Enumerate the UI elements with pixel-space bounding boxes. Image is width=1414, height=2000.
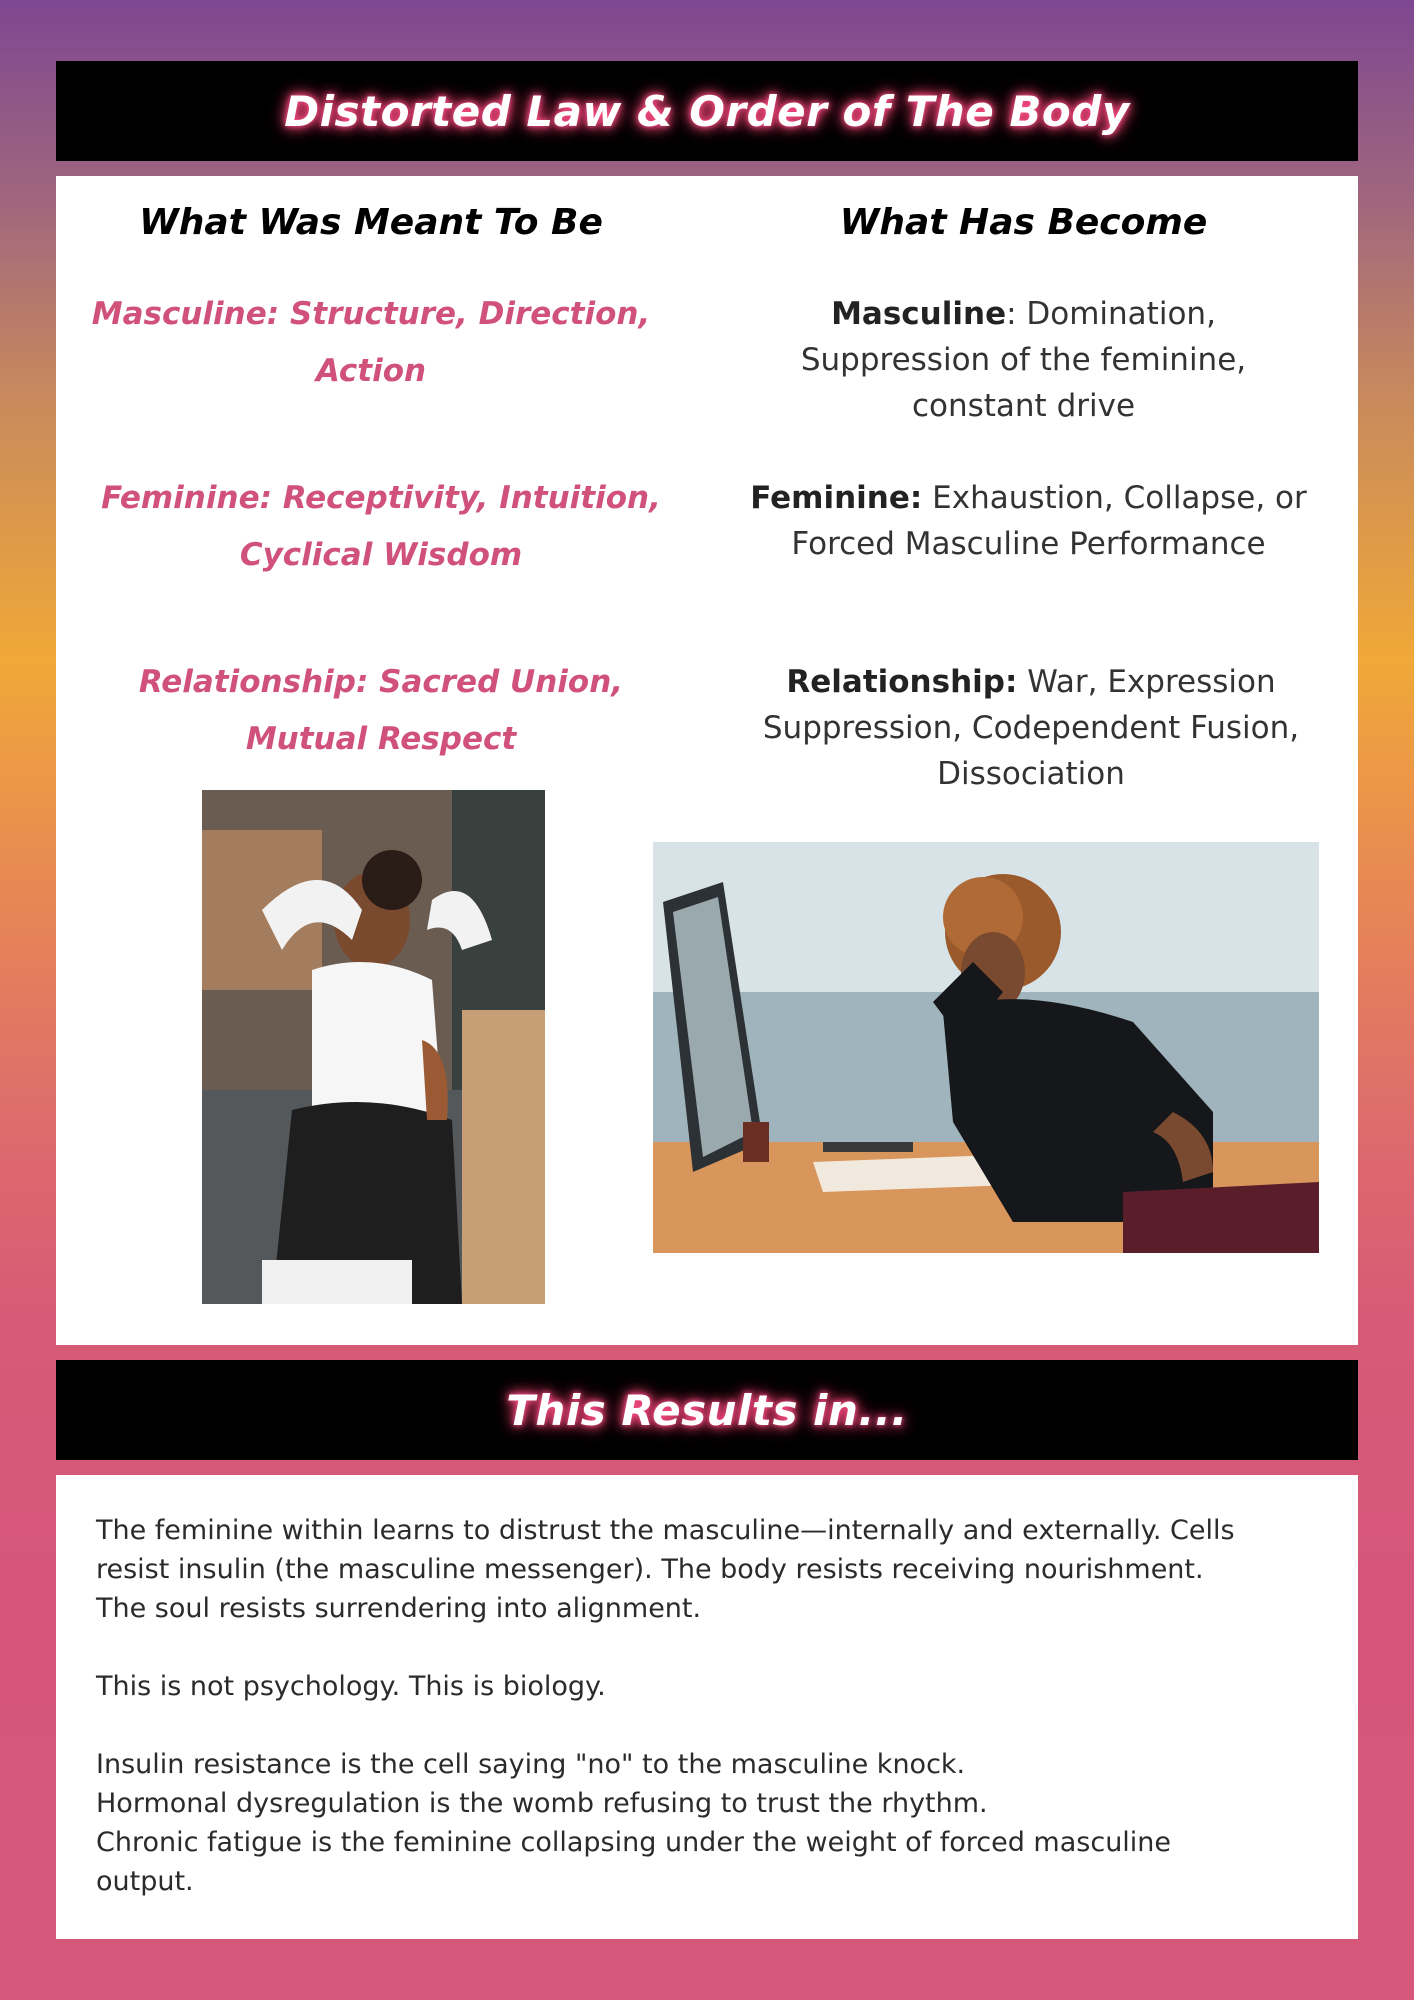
ideal-relationship: Relationship: Sacred Union, Mutual Respect [138, 664, 624, 757]
results-paragraph-3: Insulin resistance is the cell saying "no" to the masculine knock. Hormonal dysregulation is the womb refusing to trust the rhythm. Chronic fatigue is the feminine collapsing under the weight of forced masculine output. [96, 1749, 1172, 1897]
distorted-feminine: Feminine: Exhaustion, Collapse, or Forced Masculine Performance [750, 480, 1307, 562]
distorted-feminine-label: Feminine: [750, 480, 923, 516]
results-paragraph-2: This is not psychology. This is biology. [96, 1671, 606, 1702]
left-column-heading: What Was Meant To Be [139, 202, 603, 243]
distorted-masculine: Masculine: Domination, Suppression of the feminine, constant drive [800, 296, 1247, 424]
distorted-masculine-label: Masculine [831, 296, 1007, 332]
stressed-woman-photo [653, 842, 1319, 1253]
results-banner [56, 1360, 1358, 1460]
page-title: Distorted Law & Order of The Body [284, 86, 1130, 136]
title-banner [56, 61, 1358, 161]
results-body [96, 1511, 1326, 1901]
results-panel [56, 1475, 1358, 1939]
ideal-masculine: Masculine: Structure, Direction, Action [91, 296, 651, 389]
results-paragraph-1: The feminine within learns to distrust the masculine—internally and externally. Cells resist insulin (the masculine messenger). The body resists receiving nourishment. The soul resists surrendering into alignment. [96, 1515, 1235, 1624]
comparison-panel [56, 176, 1358, 1345]
right-column-heading: What Has Become [839, 202, 1208, 243]
distorted-relationship: Relationship: War, Expression Suppression, Codependent Fusion, Dissociation [762, 664, 1300, 792]
relaxed-woman-photo [202, 790, 545, 1304]
distorted-relationship-label: Relationship: [786, 664, 1018, 700]
ideal-feminine: Feminine: Receptivity, Intuition, Cyclical Wisdom [101, 480, 661, 573]
photo-relaxed-woman-icon [202, 790, 545, 1304]
photo-stressed-woman-icon [653, 842, 1319, 1253]
results-title: This Results in... [506, 1385, 908, 1435]
